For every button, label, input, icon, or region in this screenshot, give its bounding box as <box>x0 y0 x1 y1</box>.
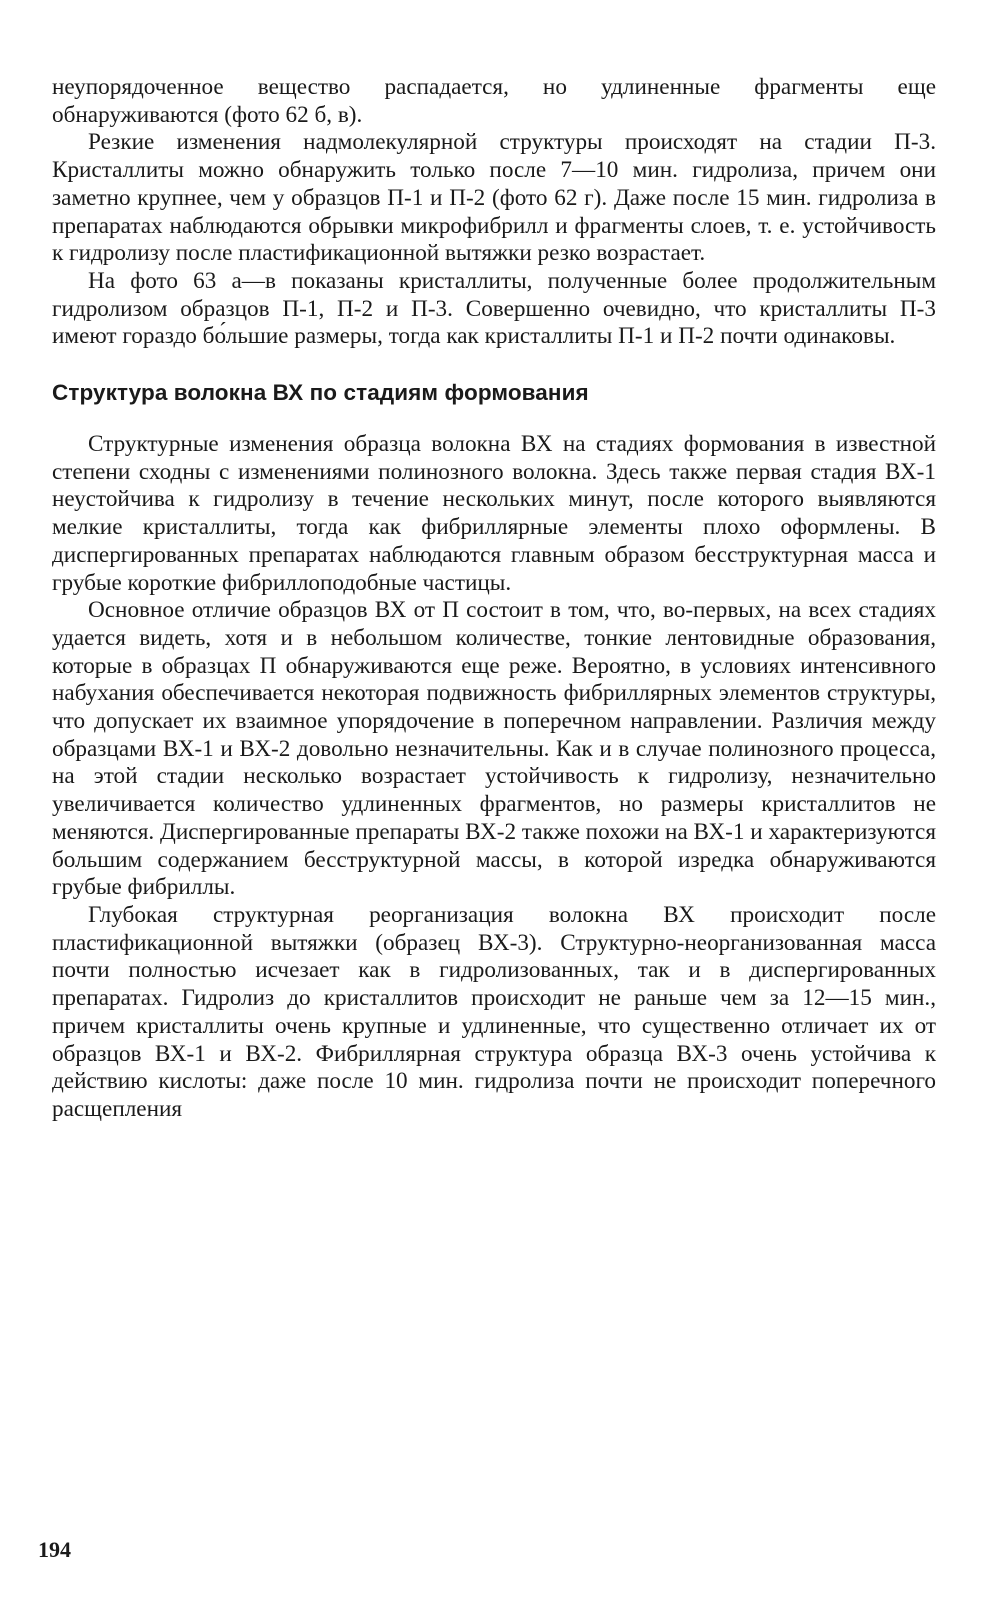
section-heading: Структура волокна ВХ по стадиям формования <box>52 380 589 406</box>
paragraph: Глубокая структурная реорганизация волокна ВХ происходит после пластификационной вытяжки (образец ВХ-3). Структурно-неорганизованная масса почти полностью исчезает как в гидролизованных, так и в диспергированных препаратах. Гидролиз до кристаллитов происходит не раньше чем за 12—15 мин., причем кристаллиты очень крупные и удлиненные, что существенно отличает их от образцов ВХ-1 и ВХ-2. Фибриллярная структура образца ВХ-3 очень устойчива к действию кислоты: даже после 10 мин. гидролиза почти не происходит поперечного расщепления <box>52 901 936 1122</box>
paragraph-continued: неупорядоченное вещество распадается, но удлиненные фрагменты еще обнаруживаются (фото 62 б, в). <box>52 74 936 128</box>
paragraph: Основное отличие образцов ВХ от П состоит в том, что, во-первых, на всех стадиях удается видеть, хотя и в небольшом количестве, тонкие лентовидные образования, которые в образцах П обнаруживаются еще реже. Вероятно, в условиях интенсивного набухания обеспечивается некоторая подвижность фибриллярных элементов структуры, что допускает их взаимное упорядочение в поперечном направлении. Различия между образцами ВХ-1 и ВХ-2 довольно незначительны. Как и в случае полинозного процесса, на этой стадии несколько возрастает устойчивость к гидролизу, незначительно увеличивается количество удлиненных фрагментов, но размеры кристаллитов не меняются. Диспергированные препараты ВХ-2 также похожи на ВХ-1 и характеризуются большим содержанием бесструктурной массы, в которой изредка обнаруживаются грубые фибриллы. <box>52 597 937 901</box>
page-body <box>52 74 936 1124</box>
paragraph: На фото 63 а—в показаны кристаллиты, полученные более продолжительным гидролизом образцов П-1, П-2 и П-3. Совершенно очевидно, что кристаллиты П-3 имеют гораздо бо́льшие размеры, тогда как кристаллиты П-1 и П-2 почти одинаковы. <box>52 267 936 350</box>
paragraph: Резкие изменения надмолекулярной структуры происходят на стадии П-3. Кристаллиты можно обнаружить только после 7—10 мин. гидролиза, причем они заметно крупнее, чем у образцов П-1 и П-2 (фото 62 г). Даже после 15 мин. гидролиза в препаратах наблюдаются обрывки микрофибрилл и фрагменты слоев, т. е. устойчивость к гидролизу после пластификационной вытяжки резко возрастает. <box>52 129 936 267</box>
paragraph: Структурные изменения образца волокна ВХ на стадиях формования в известной степени сходны с изменениями полинозного волокна. Здесь также первая стадия ВХ-1 неустойчива к гидролизу в течение нескольких минут, после которого выявляются мелкие кристаллиты, тогда как фибриллярные элементы плохо оформлены. В диспергированных препаратах наблюдаются главным образом бесструктурная масса и грубые короткие фибриллоподобные частицы. <box>52 431 936 596</box>
page-number: 194 <box>38 1537 71 1562</box>
